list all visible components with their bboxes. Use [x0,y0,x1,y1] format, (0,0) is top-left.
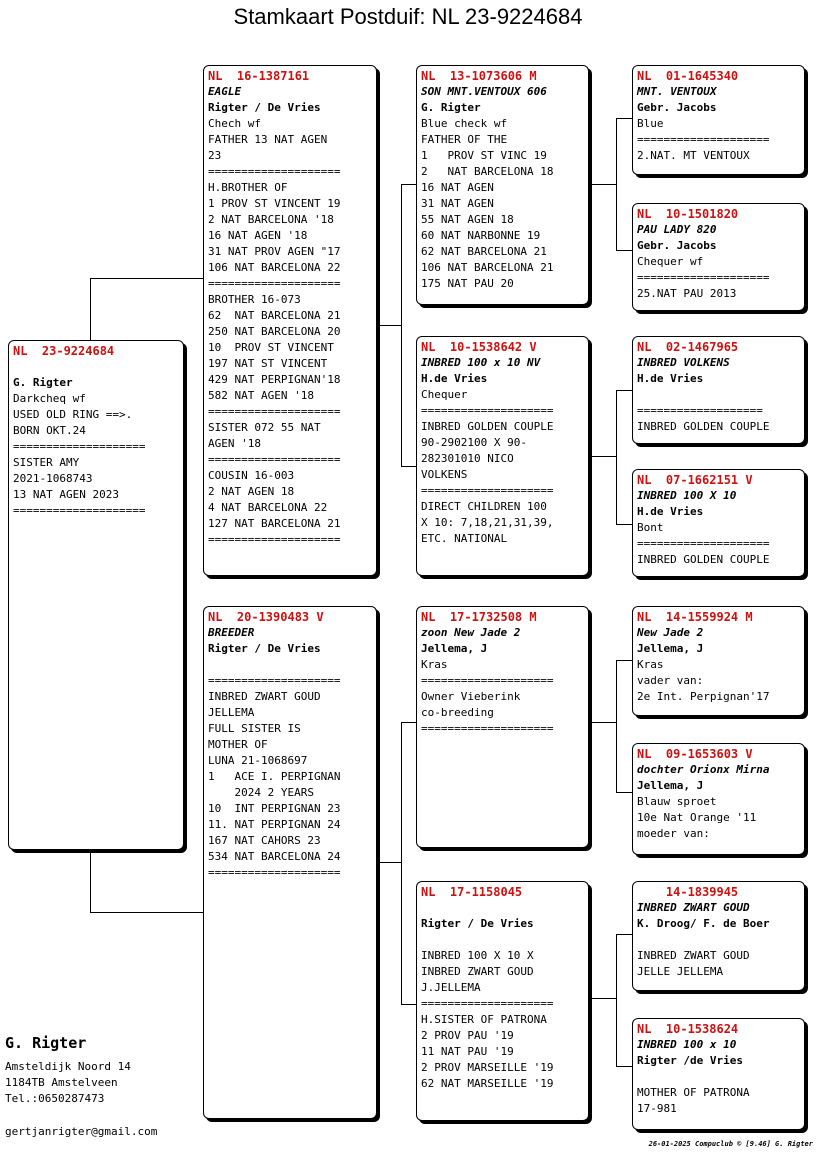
info-line: 582 NAT AGEN '18 [208,389,314,402]
info-line: 106 NAT BARCELONA 22 [208,261,341,274]
info-line: 10e Nat Orange '11 [637,811,757,824]
pigeon-name: INBRED 100 x 10 NV [421,356,541,369]
info-line: 11 NAT PAU '19 [421,1045,514,1058]
info-line: 167 NAT CAHORS 23 [208,834,321,847]
info-line: Owner Vieberink [421,690,521,703]
connector-line [377,325,401,326]
info-line: Chequer wf [637,255,704,268]
info-line: Bont [637,521,664,534]
info-line: ETC. NATIONAL [421,532,508,545]
info-line: VOLKENS [421,468,468,481]
info-line: H.SISTER OF PATRONA [421,1013,547,1026]
info-line: Blue check wf [421,117,508,130]
info-line: INBRED ZWART GOUD [421,965,534,978]
info-line: ==================== [208,165,341,178]
ring-number: NL 14-1559924 M [637,610,753,624]
ring-number: NL 02-1467965 [637,340,739,354]
info-line: BROTHER 16-073 [208,293,301,306]
breeder-phone: Tel.:0650287473 [5,1092,105,1105]
info-line: 1 ACE I. PERPIGNAN [208,770,341,783]
info-line: ==================== [208,405,341,418]
pigeon-card-fff[interactable] [632,65,805,175]
ring-number: NL 16-1387161 [208,69,310,83]
info-line: ==================== [13,440,146,453]
info-line: =================== [637,404,763,417]
connector-line [589,184,616,185]
info-line: FATHER OF THE [421,133,508,146]
ring-number: NL 20-1390483 V [208,610,324,624]
pigeon-card-mother-father[interactable] [416,606,589,848]
info-line: DIRECT CHILDREN 100 [421,500,547,513]
ring-number: NL 10-1538642 V [421,340,537,354]
connector-line [616,660,617,792]
info-line: 13 NAT AGEN 2023 [13,488,119,501]
owner-name: Jellema, J [637,779,704,792]
pigeon-card-fmf[interactable] [632,336,805,444]
info-line: X 10: 7,18,21,31,39, [421,516,554,529]
info-line: ==================== [208,674,341,687]
info-line: MOTHER OF PATRONA [637,1086,750,1099]
connector-line [90,912,204,913]
info-line: SISTER AMY [13,456,80,469]
connector-line [90,850,91,912]
info-line: 25.NAT PAU 2013 [637,287,737,300]
info-line: INBRED GOLDEN COUPLE [637,420,770,433]
info-line: vader van: [637,674,704,687]
info-line: moeder van: [637,827,710,840]
info-line: H.BROTHER OF [208,181,288,194]
info-line: FULL SISTER IS [208,722,301,735]
pigeon-name: SON MNT.VENTOUX 606 [421,85,547,98]
info-line: ==================== [421,404,554,417]
pigeon-card-father-father[interactable] [416,65,589,305]
info-line: BORN OKT.24 [13,424,86,437]
pigeon-name: MNT. VENTOUX [637,85,717,98]
info-line: 11. NAT PERPIGNAN 24 [208,818,341,831]
connector-line [616,390,617,524]
info-line: ==================== [208,533,341,546]
connector-line [589,722,616,723]
connector-line [377,862,401,863]
info-line: Chequer [421,388,468,401]
pigeon-card-mmf[interactable] [632,881,805,991]
info-line: ==================== [421,674,554,687]
info-line: 90-2902100 X 90- [421,436,527,449]
connector-line [616,524,632,525]
connector-line [90,278,91,340]
info-line: INBRED 100 X 10 X [421,949,534,962]
info-line: ==================== [637,133,770,146]
pigeon-card-main[interactable] [8,340,184,850]
info-line: 197 NAT ST VINCENT [208,357,328,370]
breeder-address-city: 1184TB Amstelveen [5,1076,118,1089]
info-line: 250 NAT BARCELONA 20 [208,325,341,338]
pigeon-name: INBRED 100 x 10 [637,1038,737,1051]
ring-number: NL 23-9224684 [13,344,115,358]
info-line: 534 NAT BARCELONA 24 [208,850,341,863]
info-line: Kras [637,658,664,671]
info-line: ==================== [13,504,146,517]
info-line: 2 NAT BARCELONA 18 [421,165,554,178]
info-line: 1 PROV ST VINC 19 [421,149,547,162]
pigeon-card-mother[interactable] [203,606,377,1119]
info-line: Darkcheq wf [13,392,86,405]
owner-name: Jellema, J [421,642,488,655]
owner-name: H.de Vries [421,372,488,385]
owner-name: Gebr. Jacobs [637,101,717,114]
pigeon-name: zoon New Jade 2 [421,626,521,639]
ring-number: NL 10-1501820 [637,207,739,221]
info-line: 16 NAT AGEN [421,181,494,194]
info-line: 429 NAT PERPIGNAN'18 [208,373,341,386]
info-line: INBRED GOLDEN COUPLE [421,420,554,433]
info-line [637,387,800,403]
info-line: 31 NAT PROV AGEN "17 [208,245,341,258]
connector-line [616,118,617,250]
info-line: Blauw sproet [637,795,717,808]
info-line: 2.NAT. MT VENTOUX [637,149,750,162]
connector-line [616,390,632,391]
pigeon-card-ffm[interactable] [632,203,805,311]
info-line: 10 INT PERPIGNAN 23 [208,802,341,815]
info-line: JELLEMA [208,706,255,719]
print-stamp: 26-01-2025 Compuclub © [9.46] G. Rigter [648,1140,813,1148]
connector-line [616,934,632,935]
info-line: 2 NAT AGEN 18 [208,485,295,498]
info-line: 62 NAT BARCELONA 21 [421,245,547,258]
owner-name: H.de Vries [637,372,704,385]
pigeon-card-mmm[interactable] [632,1018,805,1130]
info-line: Blue [637,117,664,130]
connector-line [616,1066,632,1067]
ring-number: NL 07-1662151 V [637,473,753,487]
info-line: MOTHER OF [208,738,268,751]
connector-line [616,792,632,793]
owner-name: G. Rigter [421,101,481,114]
info-line: USED OLD RING ==>. [13,408,133,421]
pigeon-name: BREEDER [208,626,255,639]
info-line: 4 NAT BARCELONA 22 [208,501,328,514]
connector-line [589,456,616,457]
info-line: 2e Int. Perpignan'17 [637,690,770,703]
info-line: AGEN '18 [208,437,261,450]
connector-line [616,934,617,1066]
info-line: 16 NAT AGEN '18 [208,229,308,242]
pigeon-name: PAU LADY 820 [637,223,717,236]
pigeon-card-father[interactable] [203,65,377,576]
info-line: 282301010 NICO [421,452,514,465]
pigeon-name [13,359,179,375]
pigeon-name [421,900,584,916]
info-line: 31 NAT AGEN [421,197,494,210]
ring-number: NL 17-1732508 M [421,610,537,624]
owner-name: Gebr. Jacobs [637,239,717,252]
pigeon-name: INBRED VOLKENS [637,356,730,369]
info-line: ==================== [637,271,770,284]
connector-line [401,466,417,467]
info-line: INBRED ZWART GOUD [208,690,321,703]
owner-name: Rigter /de Vries [637,1054,743,1067]
info-line: ==================== [208,866,341,879]
info-line: co-breeding [421,706,494,719]
info-line: 175 NAT PAU 20 [421,277,514,290]
info-line: COUSIN 16-003 [208,469,295,482]
info-line: ==================== [421,722,554,735]
connector-line [401,722,402,1004]
ring-number: NL 10-1538624 [637,1022,739,1036]
info-line: ==================== [421,484,554,497]
info-line: J.JELLEMA [421,981,481,994]
pigeon-card-fmm[interactable] [632,469,805,577]
info-line: 106 NAT BARCELONA 21 [421,261,554,274]
info-line [421,932,584,948]
owner-name: K. Droog/ F. de Boer [637,917,770,930]
info-line [208,657,372,673]
pigeon-name: New Jade 2 [637,626,704,639]
info-line [637,1069,800,1085]
info-line: 2 PROV PAU '19 [421,1029,514,1042]
connector-line [616,250,632,251]
info-line: 2024 2 YEARS [208,786,314,799]
info-line: ==================== [208,277,341,290]
pigeon-name: INBRED ZWART GOUD [637,901,750,914]
info-line: 2 PROV MARSEILLE '19 [421,1061,554,1074]
owner-name: H.de Vries [637,505,704,518]
connector-line [401,184,417,185]
info-line: 2021-1068743 [13,472,93,485]
connector-line [616,118,632,119]
info-line: Chech wf [208,117,261,130]
info-line: 17-981 [637,1102,677,1115]
connector-line [616,660,632,661]
page-title: Stamkaart Postduif: NL 23-9224684 [233,4,583,29]
info-line [637,932,800,948]
owner-name: G. Rigter [13,376,73,389]
breeder-name: G. Rigter [5,1034,87,1052]
breeder-email[interactable]: gertjanrigter@gmail.com [5,1125,158,1138]
info-line: INBRED ZWART GOUD [637,949,750,962]
info-line: ==================== [421,997,554,1010]
connector-line [589,998,616,999]
pigeon-card-mff[interactable] [632,606,805,716]
ring-number: 14-1839945 [637,885,739,899]
owner-name: Rigter / De Vries [208,101,321,114]
info-line: INBRED GOLDEN COUPLE [637,553,770,566]
info-line: ==================== [637,537,770,550]
owner-name: Rigter / De Vries [421,917,534,930]
info-line: 2 NAT BARCELONA '18 [208,213,334,226]
info-line: 60 NAT NARBONNE 19 [421,229,541,242]
ring-number: NL 01-1645340 [637,69,739,83]
info-line: SISTER 072 55 NAT [208,421,321,434]
connector-line [90,278,204,279]
connector-line [401,722,417,723]
owner-name: Jellema, J [637,642,704,655]
pigeon-card-mother-mother[interactable] [416,881,589,1121]
owner-name: Rigter / De Vries [208,642,321,655]
ring-number: NL 17-1158045 [421,885,523,899]
info-line: Kras [421,658,448,671]
info-line: 23 [208,149,222,162]
info-line: 10 PROV ST VINCENT [208,341,334,354]
info-line: 62 NAT BARCELONA 21 [208,309,341,322]
info-line: JELLE JELLEMA [637,965,724,978]
breeder-address-street: Amsteldijk Noord 14 [5,1060,131,1073]
connector-line [401,184,402,466]
info-line: 1 PROV ST VINCENT 19 [208,197,341,210]
pigeon-card-father-mother[interactable] [416,336,589,576]
info-line: ==================== [208,453,341,466]
ring-number: NL 09-1653603 V [637,747,753,761]
pigeon-name: INBRED 100 X 10 [637,489,737,502]
info-line: 62 NAT MARSEILLE '19 [421,1077,554,1090]
info-line: 55 NAT AGEN 18 [421,213,514,226]
connector-line [401,1004,417,1005]
info-line: FATHER 13 NAT AGEN [208,133,328,146]
pigeon-name: EAGLE [208,85,242,98]
info-line: 127 NAT BARCELONA 21 [208,517,341,530]
ring-number: NL 13-1073606 M [421,69,537,83]
pigeon-card-mfm[interactable] [632,743,805,855]
info-line: LUNA 21-1068697 [208,754,308,767]
pigeon-name: dochter Orionx Mirna [637,763,770,776]
